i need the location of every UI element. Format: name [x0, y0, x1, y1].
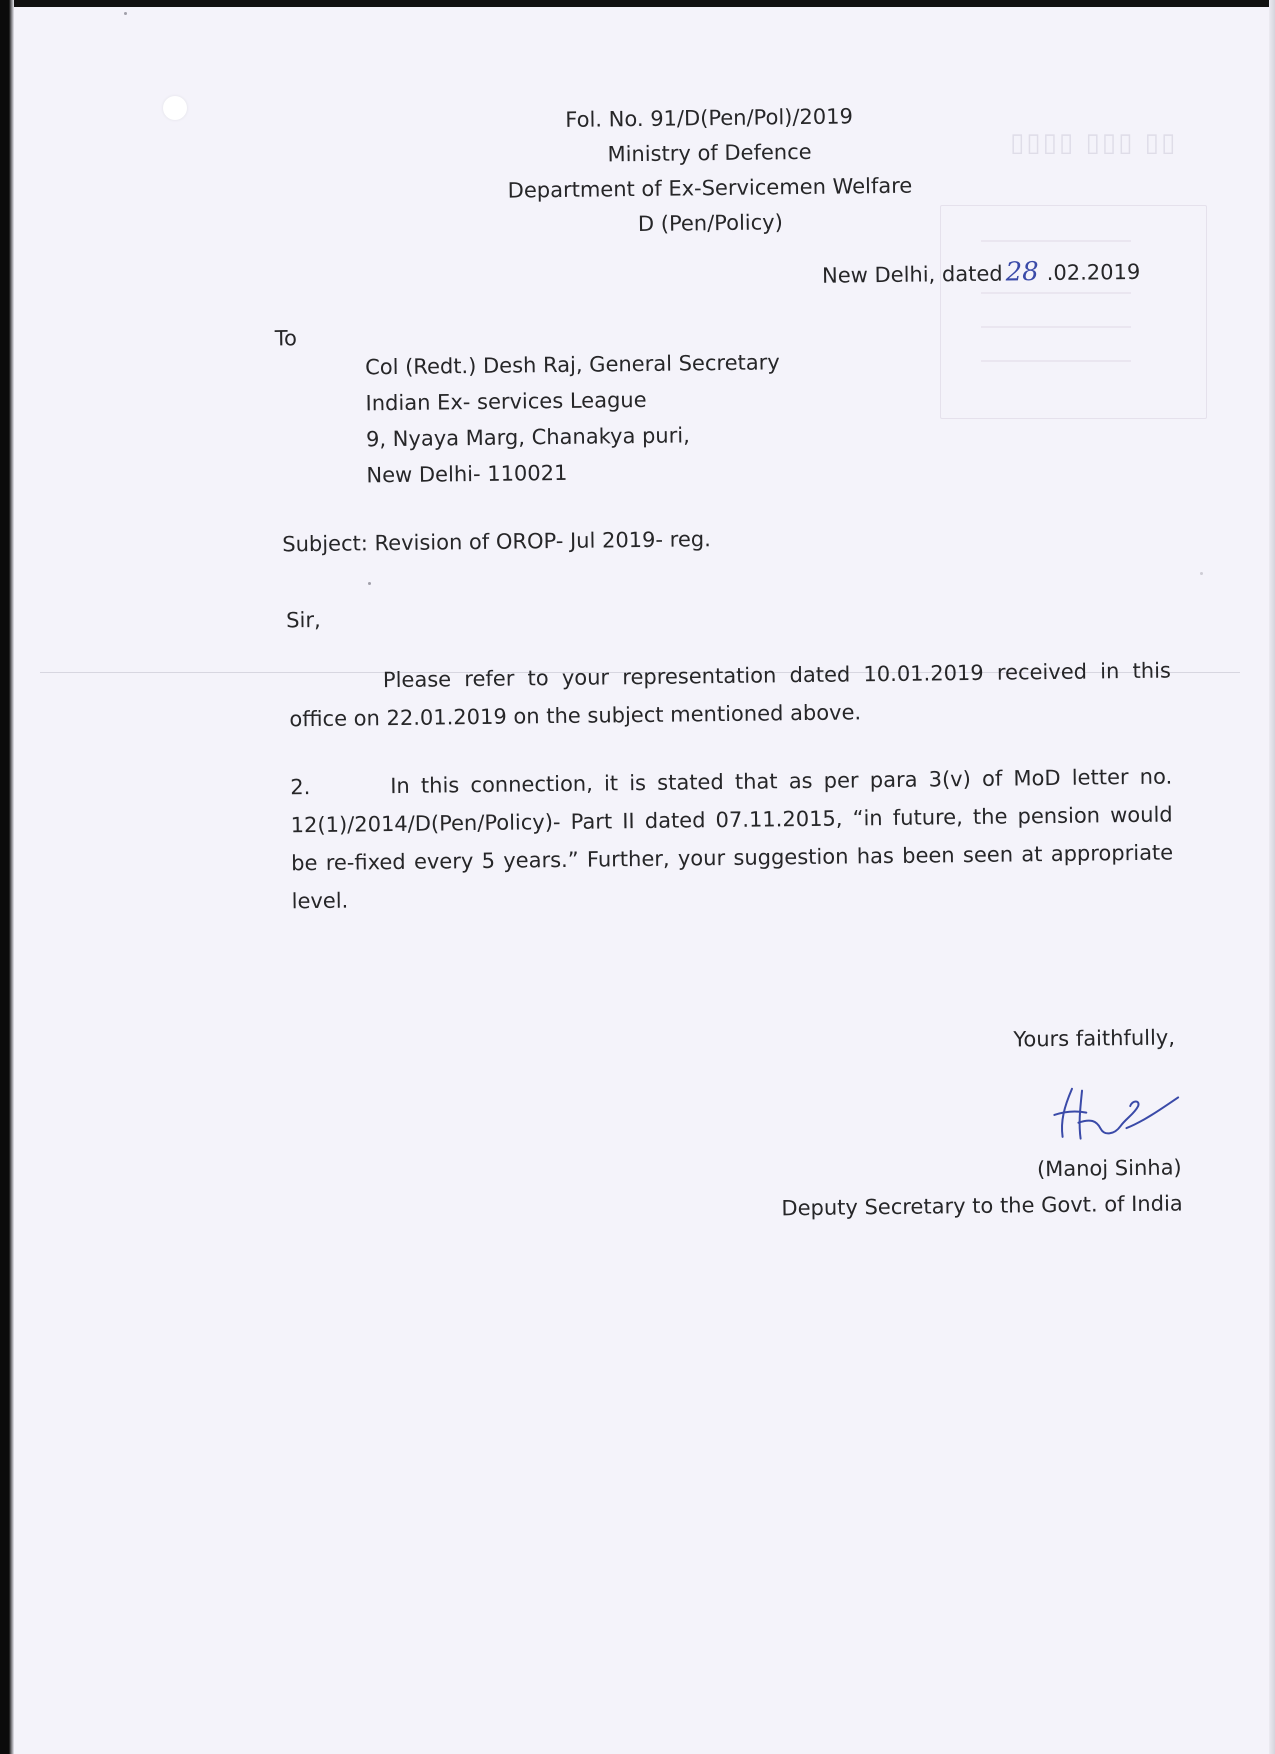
- recipient-address: [365, 344, 781, 493]
- closing-line: Yours faithfully,: [1013, 1025, 1176, 1052]
- letter-header: [464, 98, 956, 244]
- faded-stamp-mark: ▯▯▯▯ ▯▯▯ ▯▯: [1010, 128, 1178, 158]
- paragraph-indent: [289, 687, 383, 688]
- handwritten-date-day: 28: [1005, 257, 1039, 288]
- signatory-name: (Manoj Sinha): [1036, 1155, 1182, 1182]
- signatory-title: Deputy Secretary to the Govt. of India: [781, 1191, 1183, 1221]
- dateline: [822, 256, 1141, 290]
- paragraph-text: In this connection, it is stated that as per para 3(v) of MoD letter no. 12(1)/2014/D(Pen/Policy)- Part II dated 07.11.2015, “in future, the pension would be re-fixed every 5 years.” Further, your suggestion has been seen at appropriate level.: [290, 764, 1174, 914]
- dateline-prefix: New Delhi, dated: [821, 261, 1003, 288]
- to-label: To: [274, 326, 298, 351]
- subject-line: Subject: Revision of OROP- Jul 2019- reg.: [282, 527, 711, 557]
- handwritten-signature: [1042, 1075, 1185, 1149]
- department-name: Department of Ex-Servicemen Welfare: [507, 173, 913, 203]
- paragraph-number: 2.: [290, 775, 311, 800]
- recipient-line: New Delhi- 110021: [366, 460, 568, 488]
- paragraph-1: [289, 652, 1172, 739]
- paragraph-2: [290, 758, 1174, 921]
- salutation: Sir,: [286, 607, 321, 633]
- recipient-line: Indian Ex- services League: [365, 387, 647, 416]
- dateline-suffix: .02.2019: [1046, 259, 1141, 286]
- paragraph-text: Please refer to your representation dated 10.01.2019 received in this office on 22.01.2019 on the subject mentioned above.: [289, 658, 1172, 732]
- letter-paragraphs: [289, 652, 1174, 921]
- division-name: D (Pen/Policy): [637, 210, 783, 236]
- recipient-line: Col (Redt.) Desh Raj, General Secretary: [364, 350, 780, 380]
- file-reference: Fol. No. 91/D(Pen/Pol)/2019: [565, 104, 854, 132]
- recipient-line: 9, Nyaya Marg, Chanakya puri,: [365, 423, 690, 452]
- ministry-name: Ministry of Defence: [607, 139, 812, 167]
